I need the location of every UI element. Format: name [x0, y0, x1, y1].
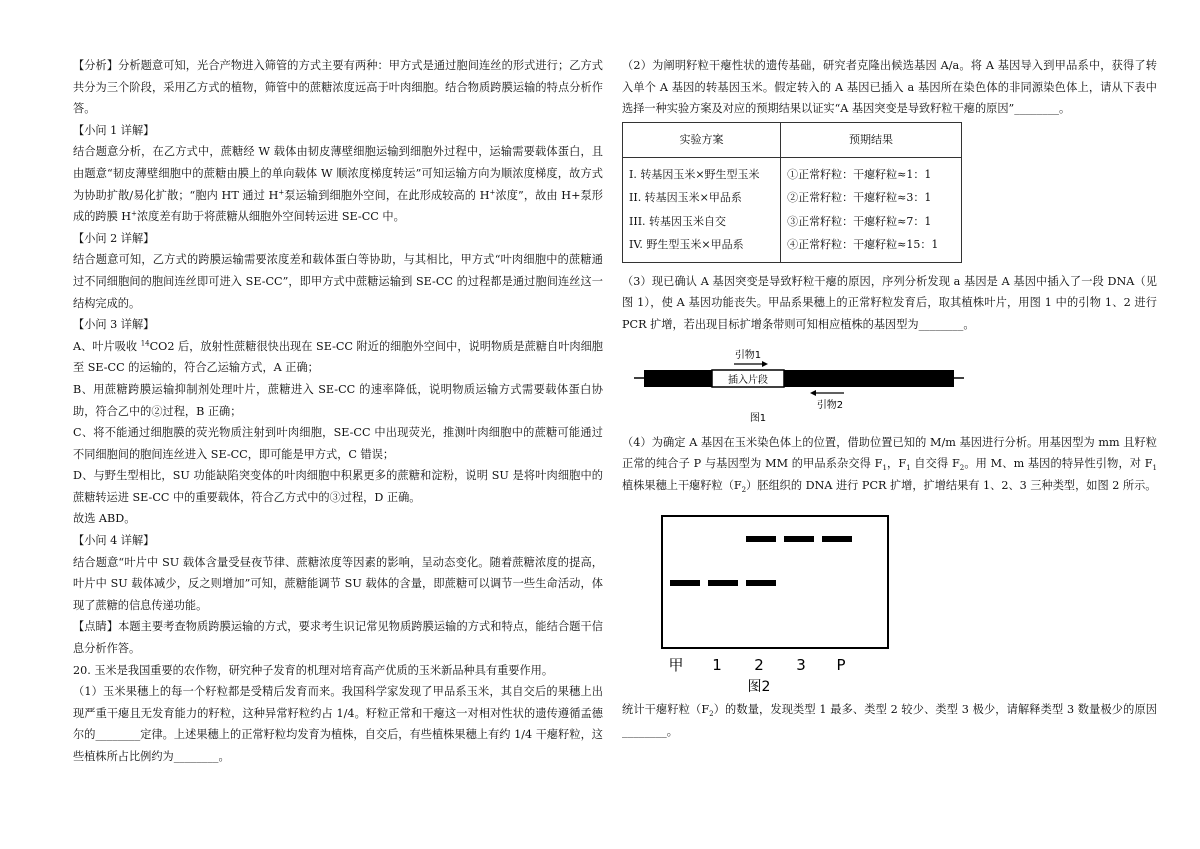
- q4-heading: 【小问 4 详解】: [73, 534, 155, 548]
- question-20: 20. 玉米是我国重要的农作物，研究种子发育的机理对培育高产优质的玉米新品种具有重要作用。: [73, 663, 554, 677]
- insert-label: 插入片段: [728, 374, 768, 386]
- gene-block-left: [644, 370, 712, 387]
- experiment-table: [622, 122, 962, 263]
- comment-paragraph: 【点睛】本题主要考查物质跨膜运输的方式，要求考生识记常见物质跨膜运输的方式和特点，能结合题干信息分析作答。: [73, 620, 603, 656]
- plan-list: [623, 157, 781, 262]
- plan-item: II. 转基因玉米×甲品系: [629, 191, 742, 205]
- q3-option-b: B、用蔗糖跨膜运输抑制剂处理叶片，蔗糖进入 SE-CC 的速率降低，说明物质运输方式需要载体蛋白协助，符合乙中的②过程，B 正确；: [73, 382, 603, 418]
- result-list: [781, 157, 962, 262]
- plan-item: I. 转基因玉米×野生型玉米: [629, 167, 760, 181]
- band-1-lower: [708, 580, 738, 586]
- primer2-label: 引物2: [816, 399, 844, 411]
- band-2-upper: [746, 536, 776, 542]
- q3-option-d: D、与野生型相比，SU 功能缺陷突变体的叶肉细胞中积累更多的蔗糖和淀粉，说明 SU 是将叶肉细胞中的蔗糖转运进 SE-CC 中的重要载体，符合乙方式中的③过程，D 正确。: [73, 469, 603, 504]
- question-20-part3: （3）现已确认 A 基因突变是导致籽粒干瘪的原因，序列分析发现 a 基因是 A 基因中插入了一段 DNA（见图 1），使 A 基因功能丧失。甲品系果穗上的正常籽粒发育后，取其植株叶片，用图 1 中的引物 1、2 进行 PCR 扩增，若出现目标扩增条带则可知相应植株的基因型为________。: [622, 274, 1157, 331]
- figure-2-caption: 图2: [747, 679, 771, 696]
- question-20-part1: （1）玉米果穗上的每一个籽粒都是受精后发育而来。我国科学家发现了甲品系玉米，其自交后的果穗上出现严重干瘪且无发育能力的籽粒，这种异常籽粒约占 1/4。籽粒正常和干瘪这一对相对性状的遗传遵循孟德尔的________定律。上述果穗上的正常籽粒均发育为植株，自交后，有些植株果穗上有约 1/4 干瘪籽粒，这些植株所占比例约为________。: [73, 685, 603, 763]
- lane-label-jia: 甲: [668, 656, 684, 675]
- band-3-upper: [784, 536, 814, 542]
- question-20-part2: （2）为阐明籽粒干瘪性状的遗传基础，研究者克隆出候选基因 A/a。将 A 基因导入到甲品系中，获得了转入单个 A 基因的转基因玉米。假定转入的 A 基因已插入 a 基因所在染色体的非同源染色体上，请从下表中选择一种实验方案及对应的预期结果以证实“A 基因突变是导致籽粒干瘪的原因”________。: [622, 59, 1157, 116]
- band-2-lower: [746, 580, 776, 586]
- primer1-label: 引物1: [734, 349, 762, 361]
- plan-item: III. 转基因玉米自交: [629, 214, 727, 228]
- result-item: ③正常籽粒：干瘪籽粒≈7：1: [787, 214, 932, 228]
- q2-paragraph: 结合题意可知，乙方式的跨膜运输需要浓度差和载体蛋白等协助，与其相比，甲方式“叶肉细胞中的蔗糖通过不同细胞间的胞间连丝即可进入 SE-CC”，即甲方式中蔗糖运输到 SE-CC 的过程都是通过胞间连丝这一结构完成的。: [73, 253, 603, 310]
- table-header-plan: 实验方案: [623, 122, 781, 157]
- q3-heading: 【小问 3 详解】: [73, 318, 155, 332]
- figure-1-caption: 图1: [749, 412, 767, 424]
- q2-heading: 【小问 2 详解】: [73, 231, 155, 245]
- table-header-result: 预期结果: [781, 122, 962, 157]
- lane-label-3: 3: [796, 656, 806, 675]
- question-20-part4: （4）为确定 A 基因在玉米染色体上的位置，借助位置已知的 M/m 基因进行分析。用基因型为 mm 且籽粒正常的纯合子 P 与基因型为 MM 的甲品系杂交得 $F_1$，$F_1$ 自交得 $F_2$。用 M、m 基因的特异性引物，对 $F_1$ 植株果穗上干瘪籽粒$(F_2)$胚组织的 DNA 进行 PCR 扩增，扩增结果有 1、2、3 三种类型，如图 2 所示。: [622, 435, 1158, 494]
- band-jia-lower: [670, 580, 700, 586]
- lane-label-p: P: [836, 656, 846, 675]
- lane-label-2: 2: [754, 656, 764, 675]
- q1-heading: 【小问 1 详解】: [73, 123, 155, 137]
- figure-1-diagram: [634, 342, 974, 424]
- q3-answer: 故选 ABD。: [73, 512, 136, 526]
- band-p-upper: [822, 536, 852, 542]
- primer2-arrow-head: [810, 390, 816, 396]
- result-item: ②正常籽粒：干瘪籽粒≈3：1: [787, 191, 932, 205]
- q1-paragraph: 结合题意分析，在乙方式中，蔗糖经 W 载体由韧皮薄壁细胞运输到细胞外过程中，运输需要载体蛋白，且由题意“韧皮薄壁细胞中的蔗糖由膜上的单向载体 W 顺浓度梯度转运”可知运输方向为顺浓度梯度，故方式为协助扩散/易化扩散；“胞内 HT 通过 H+泵运输到细胞外空间，在此形成较高的 H+浓度”，故由 H+泵形成的跨膜 H+浓度差有助于将蔗糖从细胞外空间转运进 SE-CC 中。: [73, 145, 603, 224]
- primer1-arrow-head: [762, 361, 768, 367]
- question-20-part5: 统计干瘪籽粒$(F_2)$的数量，发现类型 1 最多、类型 2 较少、类型 3 极少，请解释类型 3 数量极少的原因________。: [622, 703, 1157, 738]
- plan-item: IV. 野生型玉米×甲品系: [629, 238, 744, 252]
- lane-label-1: 1: [712, 656, 722, 675]
- figure-2-gel: [660, 510, 900, 695]
- analysis-paragraph: 【分析】分析题意可知，光合产物进入筛管的方式主要有两种：甲方式是通过胞间连丝的形式进行；乙方式共分为三个阶段，采用乙方式的植物，筛管中的蔗糖浓度远高于叶肉细胞。结合物质跨膜运输的特点分析作答。: [73, 59, 603, 116]
- q3-option-c: C、将不能通过细胞膜的荧光物质注射到叶肉细胞，SE-CC 中出现荧光，推测叶肉细胞中的蔗糖可能通过不同细胞间的胞间连丝进入 SE-CC，即可能是甲方式，C 错误；: [73, 426, 603, 461]
- result-item: ①正常籽粒：干瘪籽粒≈1：1: [787, 167, 932, 181]
- result-item: ④正常籽粒：干瘪籽粒≈15：1: [787, 238, 939, 252]
- left-column: [73, 55, 603, 768]
- right-column: [622, 55, 1157, 743]
- q4-paragraph: 结合题意“叶片中 SU 载体含量受昼夜节律、蔗糖浓度等因素的影响，呈动态变化。随着蔗糖浓度的提高，叶片中 SU 载体减少，反之则增加”可知，蔗糖能调节 SU 载体的含量，即蔗糖可以调节一些生命活动，体现了蔗糖的信息传递功能。: [73, 555, 603, 612]
- q3-option-a: A、叶片吸收 $^{14}$CO2 后，放射性蔗糖很快出现在 SE-CC 附近的细胞外空间中，说明物质是蔗糖自叶肉细胞至 SE-CC 的运输的，符合乙运输方式，A 正确；: [73, 338, 603, 375]
- gene-block-right: [784, 370, 954, 387]
